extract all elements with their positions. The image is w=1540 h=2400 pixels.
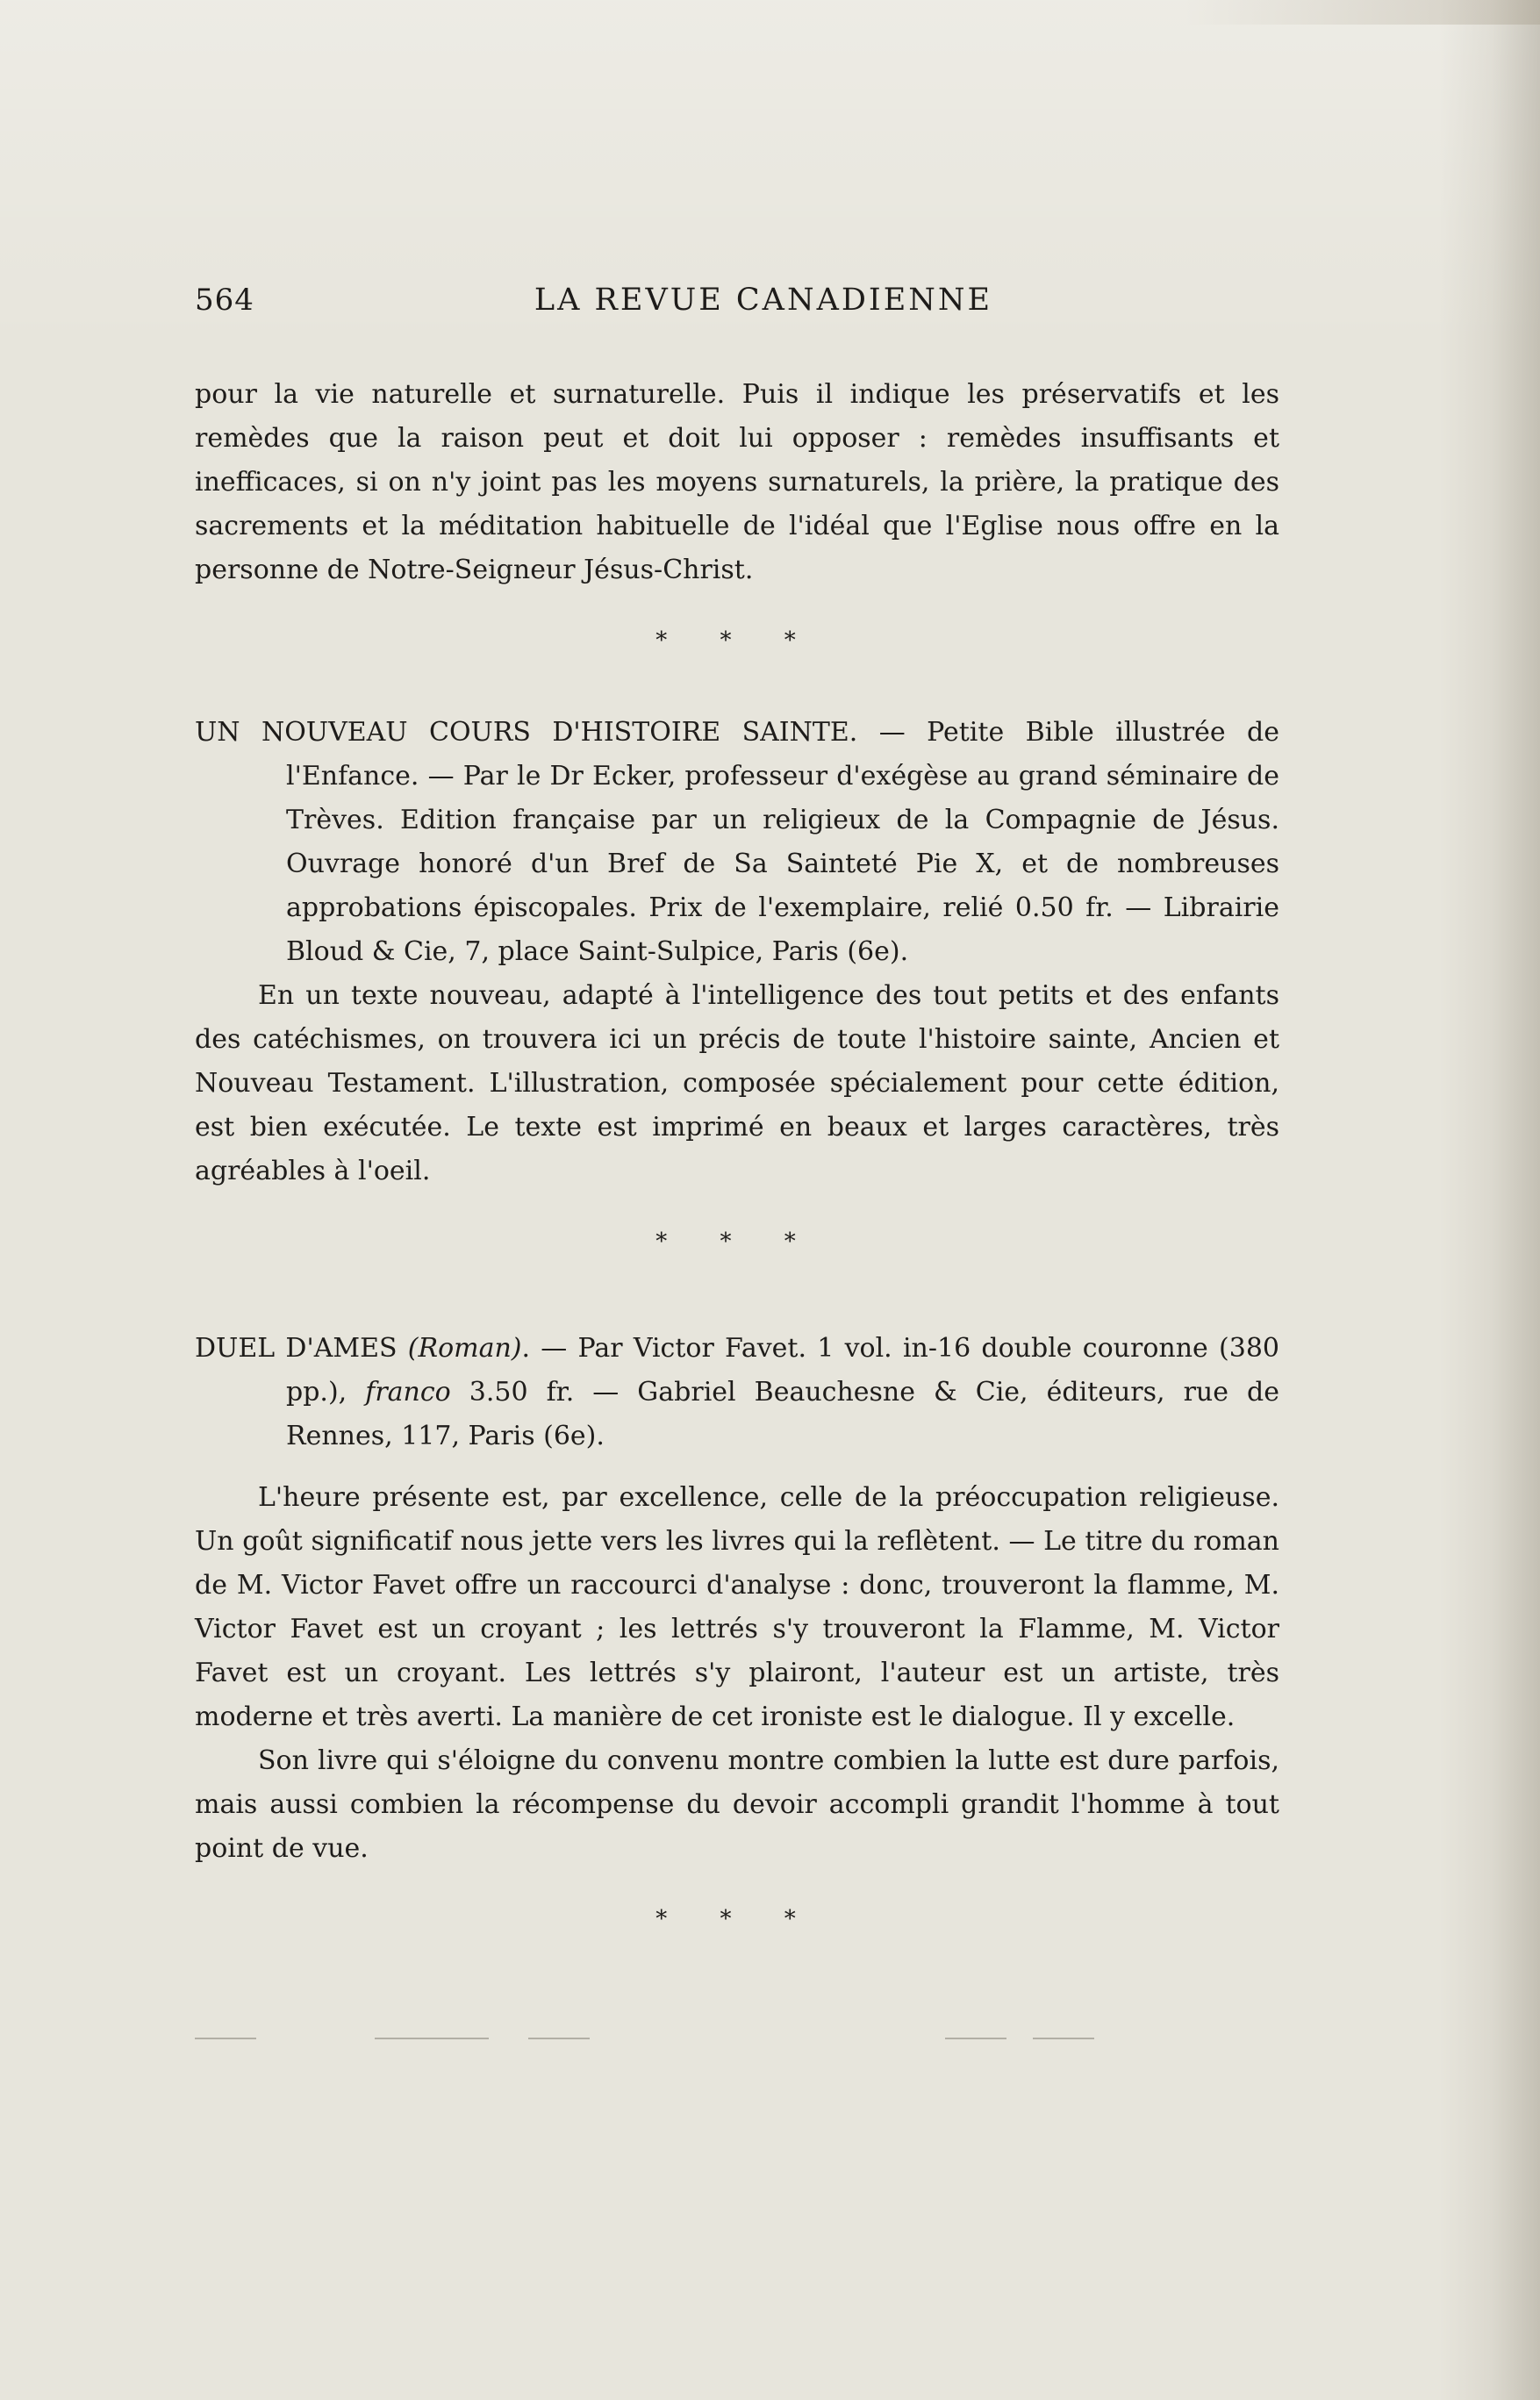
faint-dash [528,2038,590,2039]
page-body [195,373,1279,1941]
book-title: DUEL D'AMES [195,1333,398,1364]
faint-dash [375,2038,489,2039]
page-header [195,283,1279,326]
franco-label: franco [365,1377,451,1408]
review-entry-paragraph: L'heure présente est, par excellence, celle de la préoccupation religieuse. Un goût significatif nous jette vers les livres qui la reflètent. — Le titre du roman de M. Victor Favet offre un raccourci d'analyse : donc, trouveront la flamme, M. Victor Favet est un croyant ; les lettrés s'y trouveront la Flamme, M. Victor Favet est un croyant. Les lettrés s'y plairont, l'auteur est un artiste, très moderne et très averti. La manière de cet ironiste est le dialogue. Il y excelle. [195,1482,1279,1732]
page-number: 564 [195,283,254,318]
page-edge-shadow [1185,0,1540,25]
faint-dash [195,2038,256,2039]
book-genre: (Roman) [407,1333,522,1364]
review-entry-paragraph: En un texte nouveau, adapté à l'intelligence des tout petits et des enfants des catéchismes, on trouvera ici un précis de toute l'histoire sainte, Ancien et Nouveau Testament. L'illustration, composée spécialement pour cette édition, est bien exécutée. Le texte est imprimé en beaux et larges caractères, très agréables à l'oeil. [195,980,1279,1186]
faint-dash [1033,2038,1094,2039]
running-title: LA REVUE CANADIENNE [534,283,993,318]
faint-dash [945,2038,1006,2039]
continuation-paragraph: pour la vie naturelle et surnaturelle. Puis il indique les préservatifs et les remèdes que la raison peut et doit lui opposer : remèdes insuffisants et inefficaces, si on n'y joint pas les moyens surnaturels, la prière, la pratique des sacrements et la méditation habituelle de l'idéal que l'Eglise nous offre en la personne de Notre-Seigneur Jésus-Christ. [195,379,1279,585]
review-entry-heading: UN NOUVEAU COURS D'HISTOIRE SAINTE. — Petite Bible illustrée de l'Enfance. — Par le Dr Ecker, professeur d'exégèse au grand séminaire de Trèves. Edition française par un religieux de la Compagnie de Jésus. Ouvrage honoré d'un Bref de Sa Sainteté Pie X, et de nombreuses approbations épiscopales. Prix de l'exemplaire, relié 0.50 fr. — Librairie Bloud & Cie, 7, place Saint-Sulpice, Paris (6e). [195,717,1279,967]
review-entry-heading [195,1327,1279,1458]
asterism-separator: * * * [655,1906,819,1932]
faint-rule-marks [195,2038,1279,2041]
review-entry-paragraph: Son livre qui s'éloigne du convenu montre combien la lutte est dure parfois, mais aussi combien la récompense du devoir accompli grandit l'homme à tout point de vue. [195,1745,1279,1864]
publisher-details: 3.50 fr. — Gabriel Beauchesne & Cie, éditeurs, rue de Rennes, 117, Paris (6e). [286,1377,1279,1451]
asterism-separator: * * * [655,627,819,654]
book-details: . — Par Victor Favet. 1 vol. in-16 double couronne (380 pp.), [286,1333,1279,1408]
asterism-separator: * * * [655,1229,819,1255]
